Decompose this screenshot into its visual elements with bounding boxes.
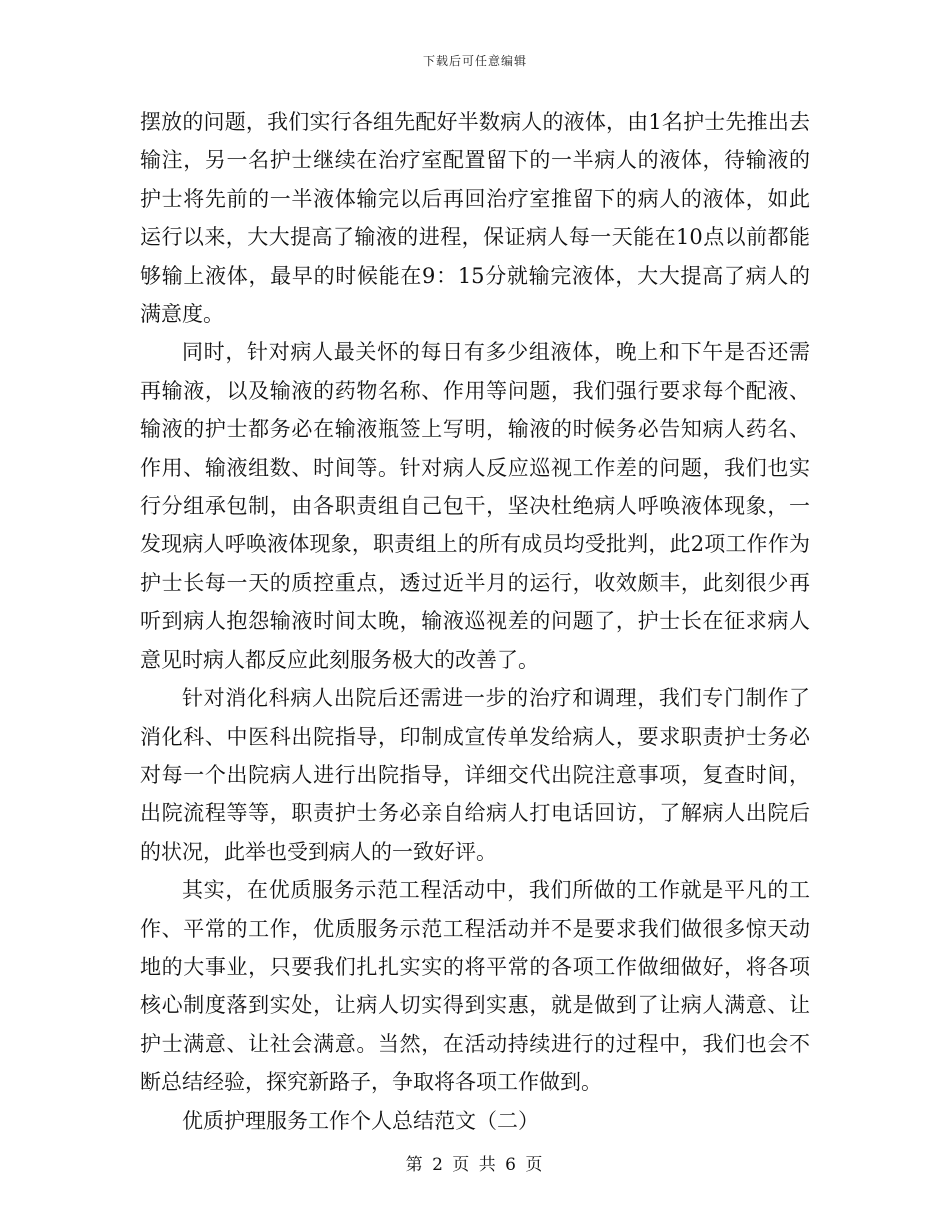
- paragraph-conclusion: 其实，在优质服务示范工程活动中，我们所做的工作就是平凡的工作、平常的工作，优质服务示范工程活动并不是要求我们做很多惊天动地的大事业，只要我们扎扎实实的将平常的各项工作做细做好，将各项核心制度落到实处，让病人切实得到实惠，就是做到了让病人满意、让护士满意、让社会满意。当然，在活动持续进行的过程中，我们也会不断总结经验，探究新路子，争取将各项工作做到。: [140, 878, 810, 1095]
- page-footer: 第 2 页 共 6 页: [405, 1155, 545, 1175]
- section-heading-two: 优质护理服务工作个人总结范文（二）: [182, 1108, 539, 1133]
- document-body: [140, 103, 810, 1140]
- paragraph-infusion-labeling: 同时，针对病人最关怀的每日有多少组液体，晚上和下午是否还需再输液，以及输液的药物名称、作用等问题，我们强行要求每个配液、输液的护士都务必在输液瓶签上写明，输液的时候务必告知病人药名、作用、输液组数、时间等。针对病人反应巡视工作差的问题，我们也实行分组承包制，由各职责组自己包干，坚决杜绝病人呼唤液体现象，一发现病人呼唤液体现象，职责组上的所有成员均受批判，此2项工作作为护士长每一天的质控重点，透过近半月的运行，收效颇丰，此刻很少再听到病人抱怨输液时间太晚，输液巡视差的问题了，护士长在征求病人意见时病人都反应此刻服务极大的改善了。: [140, 340, 810, 672]
- paragraph-discharge-guidance: 针对消化科病人出院后还需进一步的治疗和调理，我们专门制作了消化科、中医科出院指导，印制成宣传单发给病人，要求职责护士务必对每一个出院病人进行出院指导，详细交代出院注意事项，复查时间，出院流程等等，职责护士务必亲自给病人打电话回访，了解病人出院后的状况，此举也受到病人的一致好评。: [140, 686, 810, 864]
- paragraph-continued: 摆放的问题，我们实行各组先配好半数病人的液体，由1名护士先推出去输注，另一名护士继续在治疗室配置留下的一半病人的液体，待输液的护士将先前的一半液体输完以后再回治疗室推留下的病人的液体，如此运行以来，大大提高了输液的进程，保证病人每一天能在10点以前都能够输上液体，最早的时候能在9：15分就输完液体，大大提高了病人的满意度。: [140, 110, 810, 327]
- page-header: 下载后可任意编辑: [422, 54, 527, 68]
